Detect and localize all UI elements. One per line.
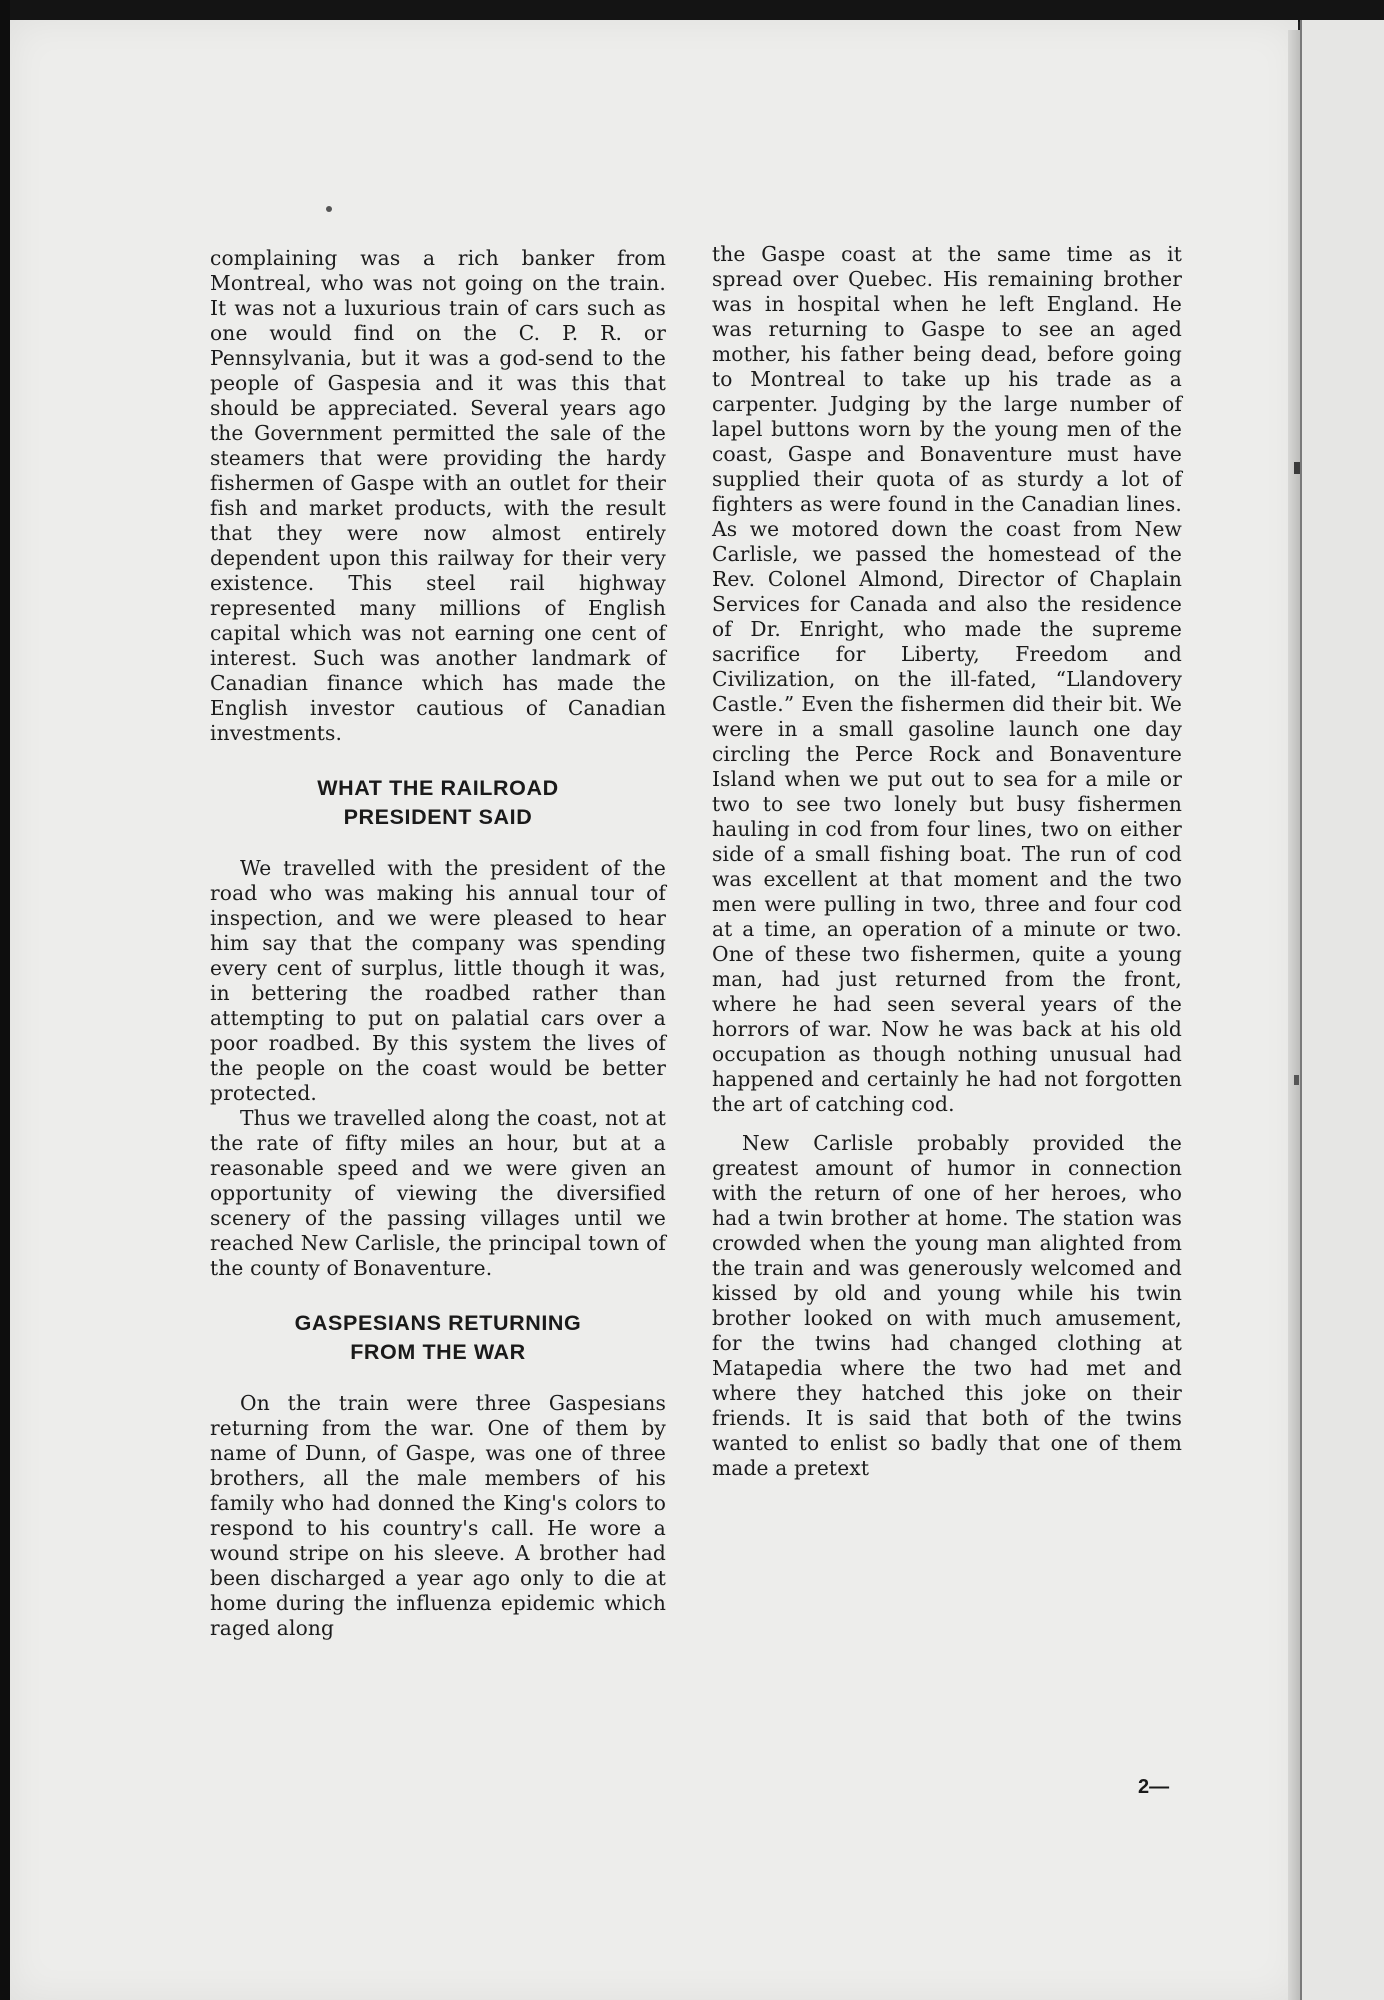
section-heading [210, 774, 666, 832]
heading-line: WHAT THE RAILROAD [317, 776, 559, 800]
section-heading [210, 1309, 666, 1367]
paragraph: New Carlisle probably provided the greatest amount of humor in connection with the return of one of her heroes, who had a twin brother at home. The station was crowded when the young man alighted from the train and was generously welcomed and kissed by old and young while his twin brother looked on with much amusement, for the twins had changed clothing at Matapedia where the two had met and where they hatched this joke on their friends. It is said that both of the twins wanted to enlist so badly that one of them made a pretext [712, 1131, 1182, 1480]
heading-line: FROM THE WAR [350, 1340, 526, 1364]
paragraph: the Gaspe coast at the same time as it spread over Quebec. His remaining brother was in hospital when he left England. He was returning to Gaspe to see an aged mother, his father being dead, before going to Montreal to take up his trade as a carpenter. Judging by the large number of lapel buttons worn by the young men of the coast, Gaspe and Bonaventure must have supplied their quota of as sturdy a lot of fighters as were found in the Canadian lines. As we motored down the coast from New Carlisle, we passed the homestead of the Rev. Colonel Almond, Director of Chaplain Services for Canada and also the residence of Dr. Enright, who made the supreme sacrifice for Liberty, Freedom and Civilization, on the ill-fated, “Llandovery Castle.” Even the fishermen did their bit. We were in a small gasoline launch one day circling the Perce Rock and Bonaventure Island when we put out to sea for a mile or two to see two lonely but busy fishermen hauling in cod from four lines, two on either side of a small fishing boat. The run of cod was excellent at that moment and the two men were pulling in two, three and four cod at a time, an operation of a minute or two. One of these two fishermen, quite a young man, had just returned from the front, where he had seen several years of the horrors of war. Now he was back at his old occupation as though nothing unusual had happened and certainly he had not forgotten the art of catching cod. [712, 242, 1182, 1116]
heading-line: GASPESIANS RETURNING [294, 1311, 582, 1335]
scan-speck [326, 206, 332, 212]
binding-mark [1294, 1075, 1299, 1085]
page-fold-shadow [1288, 30, 1300, 2000]
binding-mark [1294, 462, 1300, 474]
left-column [210, 246, 666, 1641]
scan-border-top [0, 0, 1384, 22]
adjacent-page-edge [1300, 20, 1384, 2000]
right-column [712, 242, 1182, 1481]
scan-border-left [0, 0, 10, 2000]
heading-line: PRESIDENT SAID [343, 805, 533, 829]
paragraph: We travelled with the president of the road who was making his annual tour of inspection, and we were pleased to hear him say that the company was spending every cent of surplus, little though it was, in bettering the roadbed rather than attempting to put on palatial cars over a poor roadbed. By this system the lives of the people on the coast would be better protected. [210, 856, 666, 1105]
paragraph: Thus we travelled along the coast, not at the rate of fifty miles an hour, but at a reasonable speed and we were given an opportunity of viewing the diversified scenery of the passing villages until we reached New Carlisle, the principal town of the county of Bonaventure. [210, 1106, 666, 1280]
paragraph: On the train were three Gaspesians returning from the war. One of them by name of Dunn, of Gaspe, was one of three brothers, all the male members of his family who had donned the King's colors to respond to his country's call. He wore a wound stripe on his sleeve. A brother had been discharged a year ago only to die at home during the influenza epidemic which raged along [210, 1391, 666, 1640]
page-number: 2— [1138, 1776, 1170, 1798]
paragraph: complaining was a rich banker from Montreal, who was not going on the train. It was not a luxurious train of cars such as one would find on the C. P. R. or Pennsylvania, but it was a god-send to the people of Gaspesia and it was this that should be appreciated. Several years ago the Government permitted the sale of the steamers that were providing the hardy fishermen of Gaspe with an outlet for their fish and market products, with the result that they were now almost entirely dependent upon this railway for their very existence. This steel rail highway represented many millions of English capital which was not earning one cent of interest. Such was another landmark of Canadian finance which has made the English investor cautious of Canadian investments. [210, 246, 666, 745]
